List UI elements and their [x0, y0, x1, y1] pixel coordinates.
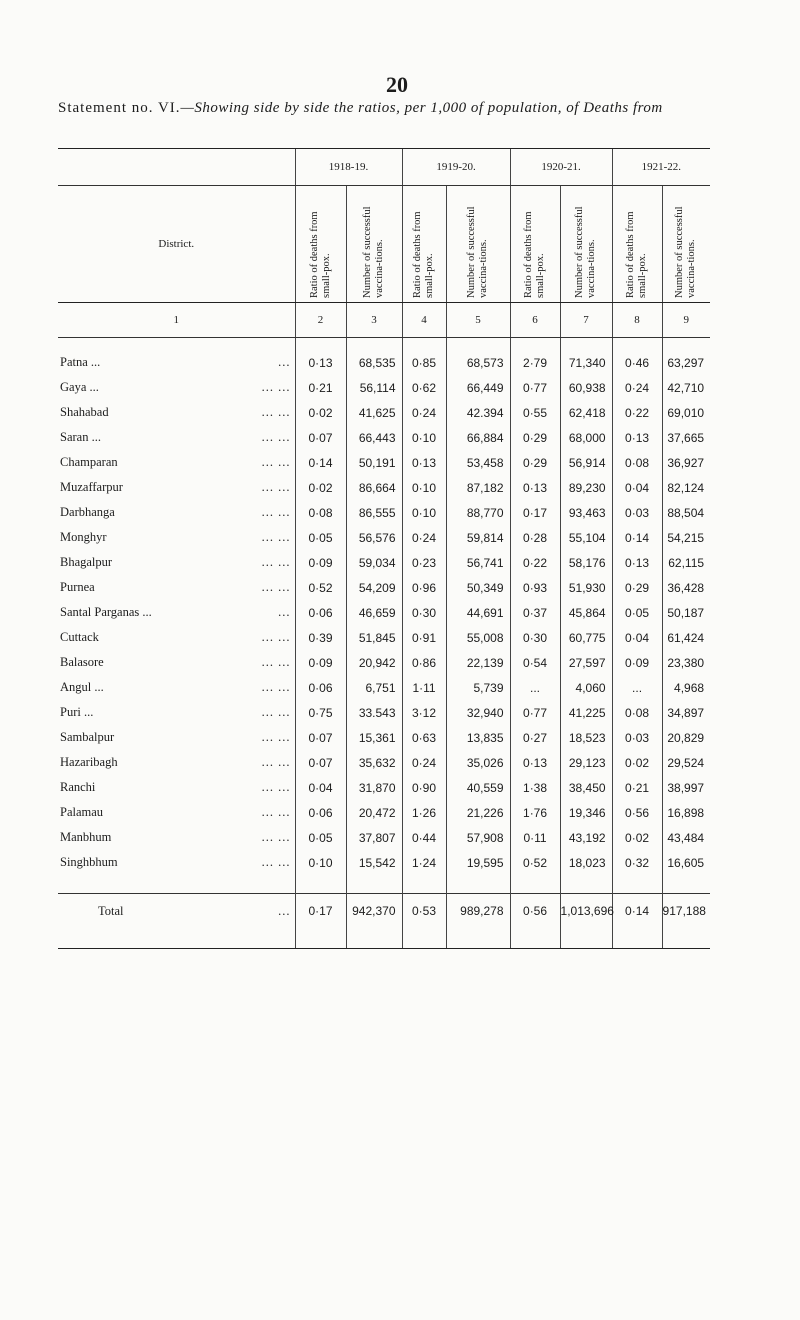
death-ratio-cell: 0·13: [402, 450, 446, 475]
death-ratio-cell: 0·04: [612, 475, 662, 500]
table-row: [58, 475, 710, 500]
leader-dots: ... ...: [261, 655, 291, 669]
district-name: Saran ...: [60, 430, 101, 444]
table-row: [58, 338, 710, 376]
death-ratio-cell: 0·13: [612, 425, 662, 450]
leader-dots: ... ...: [261, 630, 291, 644]
vaccinations-cell: 46,659: [346, 600, 402, 625]
table-row: [58, 750, 710, 775]
death-ratio-cell: 0·22: [510, 550, 560, 575]
district-name: Sambalpur: [60, 730, 115, 744]
table-row: [58, 400, 710, 425]
death-ratio-cell: 0·13: [295, 338, 346, 376]
vaccinations-cell: 61,424: [662, 625, 710, 650]
table-row: [58, 375, 710, 400]
vaccinations-cell: 45,864: [560, 600, 612, 625]
district-cell: [58, 775, 295, 800]
column-header-ratio-1919: Ratio of deaths from small-pox.: [402, 186, 446, 303]
leader-dots: ... ...: [261, 505, 291, 519]
vaccinations-cell: 56,114: [346, 375, 402, 400]
death-ratio-cell: 0·02: [612, 825, 662, 850]
district-name: Patna ...: [60, 355, 101, 369]
death-ratio-cell: 0·86: [402, 650, 446, 675]
death-ratio-cell: 0·02: [295, 475, 346, 500]
district-name: Hazaribagh: [60, 755, 118, 769]
district-cell: [58, 675, 295, 700]
death-ratio-cell: 0·21: [612, 775, 662, 800]
vaccinations-cell: 29,524: [662, 750, 710, 775]
vaccinations-cell: 20,942: [346, 650, 402, 675]
leader-dots: ... ...: [261, 805, 291, 819]
death-ratio-cell: 0·07: [295, 425, 346, 450]
district-cell: [58, 600, 295, 625]
table-row: [58, 700, 710, 725]
death-ratio-cell: 0·24: [402, 400, 446, 425]
district-name: Darbhanga: [60, 505, 115, 519]
vaccinations-cell: 41,625: [346, 400, 402, 425]
leader-dots: ... ...: [261, 780, 291, 794]
death-ratio-cell: 0·30: [510, 625, 560, 650]
column-header-vaccinations-1920: Number of successful vaccina-tions.: [560, 186, 612, 303]
death-ratio-cell: 0·29: [612, 575, 662, 600]
death-ratio-cell: 0·55: [510, 400, 560, 425]
vaccinations-cell: 59,034: [346, 550, 402, 575]
death-ratio-cell: 1·11: [402, 675, 446, 700]
death-ratio-cell: 0·90: [402, 775, 446, 800]
vaccinations-cell: 31,870: [346, 775, 402, 800]
district-cell: [58, 500, 295, 525]
death-ratio-cell: 0·06: [295, 800, 346, 825]
district-name: Singhbhum: [60, 855, 118, 869]
vaccinations-cell: 54,215: [662, 525, 710, 550]
vaccinations-cell: 33.543: [346, 700, 402, 725]
death-ratio-cell: 0·02: [612, 750, 662, 775]
district-cell: [58, 800, 295, 825]
table-body: [58, 338, 710, 894]
leader-dots: ... ...: [261, 580, 291, 594]
leader-dots: ...: [278, 605, 291, 619]
total-label-cell: [58, 894, 295, 949]
vaccinations-cell: 18,023: [560, 850, 612, 894]
statement-number: Statement no. VI.: [58, 100, 181, 116]
vaccinations-cell: 93,463: [560, 500, 612, 525]
table-row: [58, 550, 710, 575]
vaccinations-cell: 16,898: [662, 800, 710, 825]
district-header: District.: [58, 186, 295, 303]
district-name: Shahabad: [60, 405, 109, 419]
death-ratio-cell: 0·22: [612, 400, 662, 425]
district-name: Palamau: [60, 805, 104, 819]
total-label: Total: [98, 904, 124, 918]
death-ratio-cell: 0·63: [402, 725, 446, 750]
district-name: Gaya ...: [60, 380, 99, 394]
vaccinations-cell: 21,226: [446, 800, 510, 825]
death-ratio-cell: 0·07: [295, 750, 346, 775]
vaccinations-cell: 60,938: [560, 375, 612, 400]
death-ratio-cell: 0·11: [510, 825, 560, 850]
leader-dots: ... ...: [261, 730, 291, 744]
vaccinations-cell: 18,523: [560, 725, 612, 750]
death-ratio-cell: 1·38: [510, 775, 560, 800]
death-ratio-cell: 0·08: [295, 500, 346, 525]
death-ratio-cell: 0·08: [612, 450, 662, 475]
vaccinations-cell: 29,123: [560, 750, 612, 775]
vaccinations-cell: 38,450: [560, 775, 612, 800]
district-name: Bhagalpur: [60, 555, 113, 569]
district-cell: [58, 338, 295, 376]
death-ratio-cell: 0·28: [510, 525, 560, 550]
death-ratio-cell: 0·75: [295, 700, 346, 725]
leader-dots: ... ...: [261, 380, 291, 394]
death-ratio-cell: 0·44: [402, 825, 446, 850]
district-cell: [58, 425, 295, 450]
death-ratio-cell: 0·17: [510, 500, 560, 525]
death-ratio-cell: 0·03: [612, 500, 662, 525]
death-ratio-cell: 0·29: [510, 450, 560, 475]
vaccinations-cell: 43,484: [662, 825, 710, 850]
vaccinations-cell: 35,632: [346, 750, 402, 775]
vaccinations-cell: 27,597: [560, 650, 612, 675]
death-ratio-cell: 0·07: [295, 725, 346, 750]
table-row: [58, 525, 710, 550]
vaccinations-cell: 51,845: [346, 625, 402, 650]
district-cell: [58, 525, 295, 550]
vaccinations-cell: 38,997: [662, 775, 710, 800]
death-ratio-cell: 0·46: [612, 338, 662, 376]
district-cell: [58, 400, 295, 425]
death-ratio-cell: 0·93: [510, 575, 560, 600]
death-ratio-cell: 0·09: [295, 650, 346, 675]
death-ratio-cell: 1·24: [402, 850, 446, 894]
vaccinations-cell: 66,449: [446, 375, 510, 400]
death-ratio-cell: 0·24: [612, 375, 662, 400]
vaccinations-cell: 68,535: [346, 338, 402, 376]
total-row: [58, 894, 710, 949]
district-cell: [58, 575, 295, 600]
vaccinations-cell: 89,230: [560, 475, 612, 500]
death-ratio-cell: 1·76: [510, 800, 560, 825]
statement-title: [58, 100, 663, 117]
vaccinations-cell: 86,555: [346, 500, 402, 525]
death-ratio-cell: 0·13: [612, 550, 662, 575]
death-ratio-cell: 1·26: [402, 800, 446, 825]
death-ratio-cell: 0·39: [295, 625, 346, 650]
death-ratio-cell: 0·30: [402, 600, 446, 625]
leader-dots: ... ...: [261, 680, 291, 694]
total-value: 0·53: [402, 894, 446, 949]
total-value: 1,013,696: [560, 894, 612, 949]
death-ratio-cell: 0·04: [612, 625, 662, 650]
vaccinations-cell: 5,739: [446, 675, 510, 700]
column-number: 5: [446, 303, 510, 338]
death-ratio-cell: 0·04: [295, 775, 346, 800]
leader-dots: ... ...: [261, 830, 291, 844]
district-cell: [58, 550, 295, 575]
death-ratio-cell: 0·05: [612, 600, 662, 625]
vaccinations-cell: 23,380: [662, 650, 710, 675]
death-ratio-cell: 0·52: [510, 850, 560, 894]
column-number: 7: [560, 303, 612, 338]
death-ratio-cell: 0·05: [295, 825, 346, 850]
leader-dots: ... ...: [261, 480, 291, 494]
vaccinations-cell: 66,884: [446, 425, 510, 450]
column-number: 4: [402, 303, 446, 338]
district-name: Angul ...: [60, 680, 104, 694]
vaccinations-cell: 71,340: [560, 338, 612, 376]
vaccinations-cell: 56,914: [560, 450, 612, 475]
leader-dots: ...: [278, 355, 291, 369]
death-ratio-cell: 0·37: [510, 600, 560, 625]
vaccinations-cell: 68,573: [446, 338, 510, 376]
district-cell: [58, 825, 295, 850]
table-row: [58, 850, 710, 894]
district-name: Purnea: [60, 580, 95, 594]
vaccinations-cell: 37,665: [662, 425, 710, 450]
vaccinations-cell: 86,664: [346, 475, 402, 500]
death-ratio-cell: 0·23: [402, 550, 446, 575]
district-cell: [58, 725, 295, 750]
vaccinations-cell: 36,927: [662, 450, 710, 475]
district-name: Balasore: [60, 655, 104, 669]
table-row: [58, 675, 710, 700]
vaccinations-cell: 53,458: [446, 450, 510, 475]
death-ratio-cell: 0·21: [295, 375, 346, 400]
death-ratio-cell: 0·10: [402, 500, 446, 525]
table-row: [58, 500, 710, 525]
total-value: 917,188: [662, 894, 710, 949]
leader-dots: ... ...: [261, 455, 291, 469]
vaccinations-cell: 19,346: [560, 800, 612, 825]
year-header-1918-19: 1918-19.: [295, 149, 402, 186]
district-cell: [58, 450, 295, 475]
column-header-ratio-1921: Ratio of deaths from small-pox.: [612, 186, 662, 303]
district-cell: [58, 850, 295, 894]
district-cell: [58, 750, 295, 775]
death-ratio-cell: 0·29: [510, 425, 560, 450]
death-ratio-cell: 0·06: [295, 600, 346, 625]
district-name: Monghyr: [60, 530, 107, 544]
table-row: [58, 650, 710, 675]
vaccinations-cell: 20,472: [346, 800, 402, 825]
death-ratio-cell: 0·77: [510, 375, 560, 400]
death-ratio-cell: 0·13: [510, 750, 560, 775]
vaccinations-cell: 4,968: [662, 675, 710, 700]
vaccinations-cell: 36,428: [662, 575, 710, 600]
death-ratio-cell: ...: [510, 675, 560, 700]
vaccinations-cell: 42.394: [446, 400, 510, 425]
vaccinations-cell: 58,176: [560, 550, 612, 575]
death-ratio-cell: 0·24: [402, 525, 446, 550]
vaccinations-cell: 57,908: [446, 825, 510, 850]
death-ratio-cell: 0·10: [402, 425, 446, 450]
table-row: [58, 775, 710, 800]
vaccinations-cell: 19,595: [446, 850, 510, 894]
vaccinations-cell: 55,104: [560, 525, 612, 550]
leader-dots: ... ...: [261, 530, 291, 544]
vaccinations-cell: 50,191: [346, 450, 402, 475]
vaccinations-cell: 56,741: [446, 550, 510, 575]
vaccinations-cell: 62,115: [662, 550, 710, 575]
death-ratio-cell: 0·91: [402, 625, 446, 650]
death-ratio-cell: 0·10: [295, 850, 346, 894]
death-ratio-cell: 0·56: [612, 800, 662, 825]
death-ratio-cell: 0·03: [612, 725, 662, 750]
vaccinations-cell: 50,187: [662, 600, 710, 625]
vaccinations-cell: 6,751: [346, 675, 402, 700]
leader-dots: ... ...: [261, 705, 291, 719]
vaccinations-cell: 69,010: [662, 400, 710, 425]
table-row: [58, 625, 710, 650]
death-ratio-cell: 0·52: [295, 575, 346, 600]
death-ratio-cell: 0·85: [402, 338, 446, 376]
district-cell: [58, 650, 295, 675]
leader-dots: ... ...: [261, 405, 291, 419]
vaccinations-cell: 59,814: [446, 525, 510, 550]
vaccinations-cell: 4,060: [560, 675, 612, 700]
vaccinations-cell: 13,835: [446, 725, 510, 750]
district-name: Puri ...: [60, 705, 94, 719]
death-ratio-cell: 0·96: [402, 575, 446, 600]
vaccinations-cell: 32,940: [446, 700, 510, 725]
death-ratio-cell: 3·12: [402, 700, 446, 725]
leader-dots: ... ...: [261, 430, 291, 444]
death-ratio-cell: 0·09: [295, 550, 346, 575]
vaccinations-cell: 55,008: [446, 625, 510, 650]
district-cell: [58, 625, 295, 650]
vaccinations-cell: 34,897: [662, 700, 710, 725]
column-number: 6: [510, 303, 560, 338]
statement-table: [58, 148, 710, 949]
vaccinations-cell: 35,026: [446, 750, 510, 775]
table-row: [58, 575, 710, 600]
death-ratio-cell: 0·32: [612, 850, 662, 894]
vaccinations-cell: 51,930: [560, 575, 612, 600]
district-name: Santal Parganas ...: [60, 605, 152, 619]
vaccinations-cell: 88,504: [662, 500, 710, 525]
district-name: Cuttack: [60, 630, 99, 644]
vaccinations-cell: 41,225: [560, 700, 612, 725]
death-ratio-cell: 0·05: [295, 525, 346, 550]
district-name: Manbhum: [60, 830, 112, 844]
district-cell: [58, 375, 295, 400]
death-ratio-cell: 2·79: [510, 338, 560, 376]
leader-dots: ... ...: [261, 555, 291, 569]
total-value: 942,370: [346, 894, 402, 949]
death-ratio-cell: 0·02: [295, 400, 346, 425]
vaccinations-cell: 20,829: [662, 725, 710, 750]
year-header-blank: [58, 149, 295, 186]
death-ratio-cell: 0·27: [510, 725, 560, 750]
total-value: 0·14: [612, 894, 662, 949]
table-row: [58, 425, 710, 450]
column-header-vaccinations-1919: Number of successful vaccina-tions.: [446, 186, 510, 303]
death-ratio-cell: ...: [612, 675, 662, 700]
column-number: 9: [662, 303, 710, 338]
year-header-1920-21: 1920-21.: [510, 149, 612, 186]
leader-dots: ... ...: [261, 855, 291, 869]
district-name: Champaran: [60, 455, 118, 469]
total-value: 0·56: [510, 894, 560, 949]
death-ratio-cell: 0·54: [510, 650, 560, 675]
death-ratio-cell: 0·62: [402, 375, 446, 400]
page-number: 20: [386, 72, 408, 97]
leader-dots: ... ...: [261, 755, 291, 769]
column-header-vaccinations-1921: Number of successful vaccina-tions.: [662, 186, 710, 303]
column-number: 2: [295, 303, 346, 338]
vaccinations-cell: 54,209: [346, 575, 402, 600]
vaccinations-cell: 15,542: [346, 850, 402, 894]
total-value: 0·17: [295, 894, 346, 949]
vaccinations-cell: 22,139: [446, 650, 510, 675]
table-row: [58, 825, 710, 850]
column-number: 8: [612, 303, 662, 338]
column-header-vaccinations-1918: Number of successful vaccina-tions.: [346, 186, 402, 303]
vaccinations-cell: 68,000: [560, 425, 612, 450]
vaccinations-cell: 62,418: [560, 400, 612, 425]
vaccinations-cell: 43,192: [560, 825, 612, 850]
death-ratio-cell: 0·06: [295, 675, 346, 700]
year-header-1919-20: 1919-20.: [402, 149, 510, 186]
death-ratio-cell: 0·09: [612, 650, 662, 675]
district-cell: [58, 700, 295, 725]
table-row: [58, 800, 710, 825]
vaccinations-cell: 88,770: [446, 500, 510, 525]
column-header-ratio-1920: Ratio of deaths from small-pox.: [510, 186, 560, 303]
table-row: [58, 725, 710, 750]
death-ratio-cell: 0·14: [295, 450, 346, 475]
table-row: [58, 450, 710, 475]
column-number: 1: [58, 303, 295, 338]
column-header-ratio-1918: Ratio of deaths from small-pox.: [295, 186, 346, 303]
leader-dots: ...: [278, 904, 291, 918]
statement-description: —Showing side by side the ratios, per 1,000 of population, of Deaths from: [180, 100, 663, 116]
total-value: 989,278: [446, 894, 510, 949]
death-ratio-cell: 0·77: [510, 700, 560, 725]
vaccinations-cell: 15,361: [346, 725, 402, 750]
column-number: 3: [346, 303, 402, 338]
year-header-1921-22: 1921-22.: [612, 149, 710, 186]
death-ratio-cell: 0·14: [612, 525, 662, 550]
death-ratio-cell: 0·08: [612, 700, 662, 725]
death-ratio-cell: 0·13: [510, 475, 560, 500]
vaccinations-cell: 56,576: [346, 525, 402, 550]
district-name: Muzaffarpur: [60, 480, 123, 494]
vaccinations-cell: 42,710: [662, 375, 710, 400]
death-ratio-cell: 0·10: [402, 475, 446, 500]
vaccinations-cell: 44,691: [446, 600, 510, 625]
vaccinations-cell: 87,182: [446, 475, 510, 500]
vaccinations-cell: 82,124: [662, 475, 710, 500]
vaccinations-cell: 40,559: [446, 775, 510, 800]
table-row: [58, 600, 710, 625]
vaccinations-cell: 66,443: [346, 425, 402, 450]
district-cell: [58, 475, 295, 500]
vaccinations-cell: 60,775: [560, 625, 612, 650]
vaccinations-cell: 37,807: [346, 825, 402, 850]
vaccinations-cell: 50,349: [446, 575, 510, 600]
district-name: Ranchi: [60, 780, 96, 794]
vaccinations-cell: 16,605: [662, 850, 710, 894]
vaccinations-cell: 63,297: [662, 338, 710, 376]
death-ratio-cell: 0·24: [402, 750, 446, 775]
